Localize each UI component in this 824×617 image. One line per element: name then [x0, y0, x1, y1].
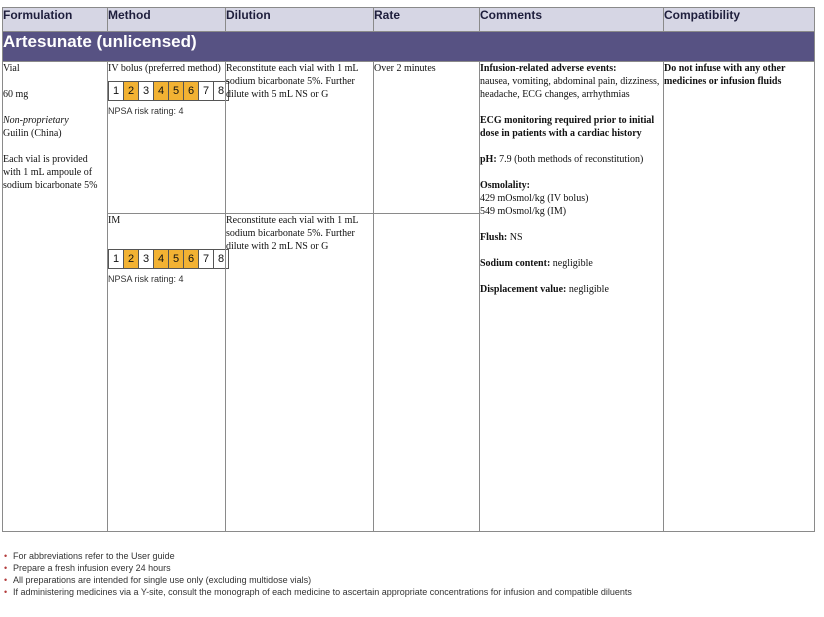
osmolality-iv: 429 mOsmol/kg (IV bolus)	[480, 193, 589, 204]
footnote: • If administering medicines via a Y-site, consult the monograph of each medicine to ascertain appropriate concentrations for infusion and compatible diluents	[4, 587, 632, 597]
formulation-note: Each vial is provided with 1 mL ampoule of sodium bicarbonate 5%	[3, 154, 98, 191]
risk-box: 2	[124, 82, 139, 100]
rate-iv-cell: Over 2 minutes	[374, 62, 480, 214]
dilution-im-cell: Reconstitute each vial with 1 mL sodium bicarbonate 5%. Further dilute with 2 mL NS or G	[226, 214, 374, 532]
sodium-line	[480, 257, 663, 270]
footnote: • Prepare a fresh infusion every 24 hours	[4, 563, 171, 573]
risk-box: 3	[139, 250, 154, 268]
displacement-label: Displacement value:	[480, 284, 567, 295]
displacement-text: negligible	[568, 284, 609, 295]
adverse-label: Infusion-related adverse events:	[480, 63, 617, 74]
osmolality-im: 549 mOsmol/kg (IM)	[480, 206, 567, 217]
formulation-strength: 60 mg	[3, 89, 29, 100]
risk-box: 6	[184, 250, 199, 268]
sodium-text: negligible	[552, 258, 593, 269]
displacement-line	[480, 283, 663, 296]
header-compatibility: Compatibility	[664, 8, 815, 32]
method-iv-name: IV bolus (preferred method)	[108, 63, 221, 74]
risk-label-iv: NPSA risk rating: 4	[108, 106, 184, 116]
formulation-proprietary: Non-proprietary	[3, 115, 69, 126]
formulation-type: Vial	[3, 63, 20, 74]
risk-box: 5	[169, 250, 184, 268]
risk-box: 8	[217, 253, 225, 265]
method-im-name: IM	[108, 215, 121, 226]
flush-label: Flush:	[480, 232, 508, 243]
footnote-text: If administering medicines via a Y-site, consult the monograph of each medicine to ascertain appropriate concentrations for infusion and compatible diluents	[13, 587, 632, 597]
method-iv-cell	[108, 62, 226, 214]
header-rate: Rate	[374, 8, 480, 32]
rate-im-cell	[374, 214, 480, 532]
header-row	[3, 8, 815, 32]
sodium-label: Sodium content:	[480, 258, 551, 269]
risk-box: 7	[199, 82, 214, 100]
method-im-cell	[108, 214, 226, 532]
footnote-text: Prepare a fresh infusion every 24 hours	[13, 563, 171, 573]
footnote: • All preparations are intended for single use only (excluding multidose vials)	[4, 575, 312, 585]
header-method: Method	[108, 8, 226, 32]
adverse-text: nausea, vomiting, abdominal pain, dizziness, headache, ECG changes, arrhythmias	[480, 76, 660, 100]
risk-box: 8	[217, 85, 225, 97]
formulation-maker: Guilin (China)	[3, 128, 62, 139]
ecg-note: ECG monitoring required prior to initial dose in patients with a cardiac history	[480, 115, 655, 139]
risk-box: 1	[109, 82, 124, 100]
risk-box: 4	[154, 250, 169, 268]
risk-box: 4	[154, 82, 169, 100]
risk-box: 1	[109, 250, 124, 268]
ph-line	[480, 153, 663, 166]
risk-box: 6	[184, 82, 199, 100]
formulation-cell	[3, 62, 108, 532]
osmolality-label: Osmolality:	[480, 180, 530, 191]
risk-scale-iv	[108, 81, 229, 101]
header-comments: Comments	[480, 8, 664, 32]
compatibility-cell: Do not infuse with any other medicines or infusion fluids	[664, 62, 815, 532]
flush-line	[480, 231, 663, 244]
drug-title: Artesunate (unlicensed)	[3, 32, 815, 62]
flush-text: NS	[509, 232, 523, 243]
risk-scale-im	[108, 249, 229, 269]
monograph-table	[2, 7, 815, 532]
ph-label: pH:	[480, 154, 497, 165]
risk-box: 3	[139, 82, 154, 100]
header-dilution: Dilution	[226, 8, 374, 32]
footnotes	[2, 550, 632, 598]
footnote-text: All preparations are intended for single use only (excluding multidose vials)	[13, 575, 312, 585]
risk-box: 7	[199, 250, 214, 268]
risk-box: 5	[169, 82, 184, 100]
header-formulation: Formulation	[3, 8, 108, 32]
risk-label-im: NPSA risk rating: 4	[108, 274, 184, 284]
comments-cell	[480, 62, 664, 532]
footnote: • For abbreviations refer to the User guide	[4, 551, 175, 561]
footnote-text: For abbreviations refer to the User guide	[13, 551, 175, 561]
ph-text: 7.9 (both methods of reconstitution)	[499, 154, 644, 165]
risk-box: 2	[124, 250, 139, 268]
dilution-iv-cell: Reconstitute each vial with 1 mL sodium bicarbonate 5%. Further dilute with 5 mL NS or G	[226, 62, 374, 214]
